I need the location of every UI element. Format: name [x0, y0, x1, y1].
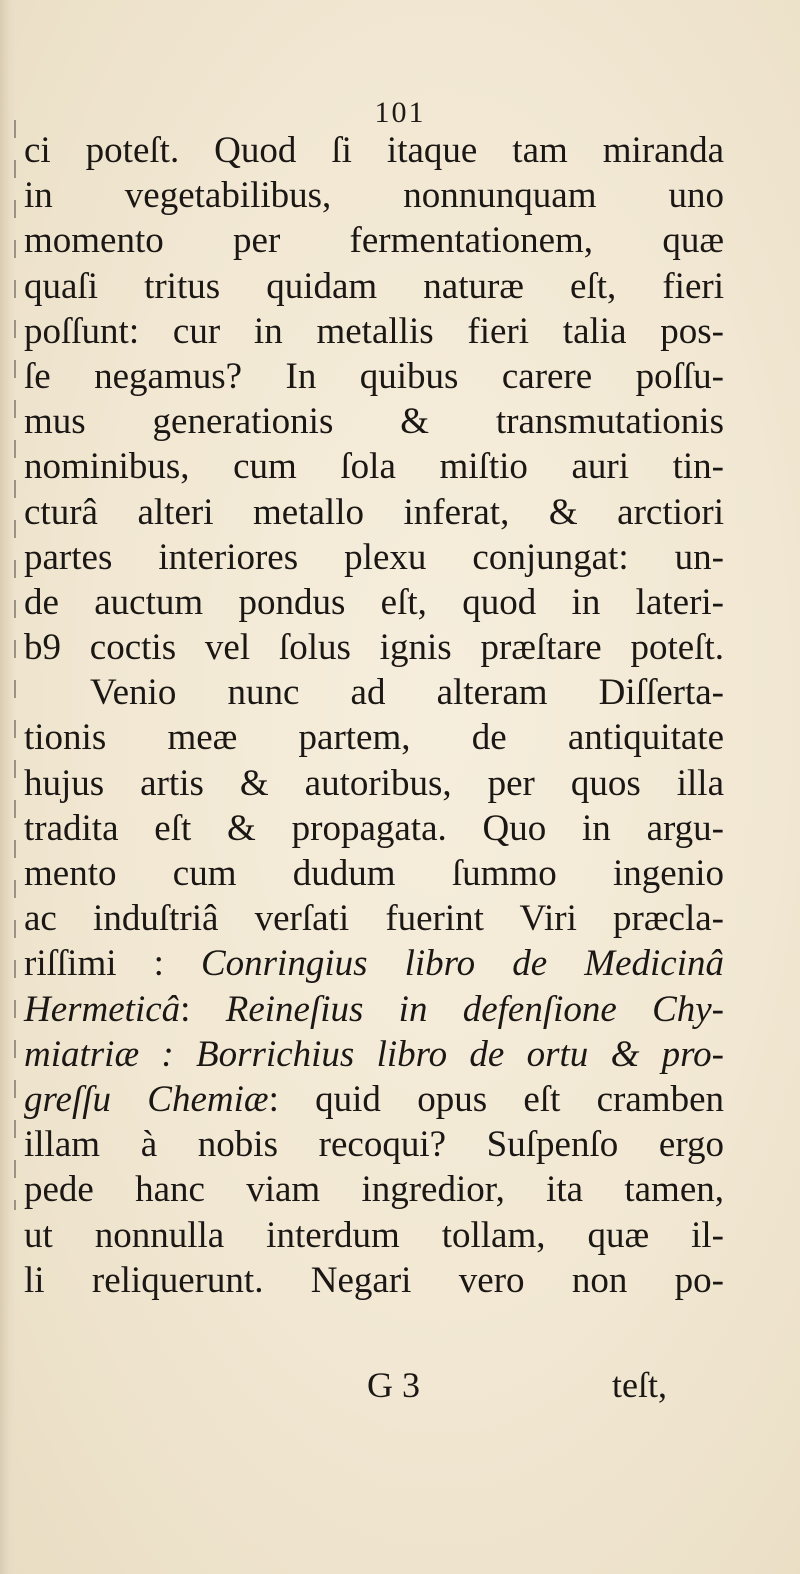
page-number: 101 [374, 96, 426, 129]
text-line [24, 715, 724, 760]
text-line [24, 1258, 724, 1303]
text-line [24, 444, 724, 489]
text-line [24, 490, 724, 535]
italic-text: Hermeticâ [24, 988, 181, 1030]
text-run: pede hanc viam ingredior, ita tamen, [24, 1169, 724, 1211]
text-run: : quid opus eſt cramben [268, 1078, 724, 1120]
text-line [24, 399, 724, 444]
text-run: ut nonnulla interdum tollam, quæ il- [24, 1214, 724, 1256]
text-line [24, 941, 724, 986]
text-run: mus generationis & transmutationis [24, 401, 724, 443]
text-run: nominibus, cum ſola miſtio auri tin- [24, 446, 724, 488]
text-run: in vegetabilibus, nonnunquam uno [24, 175, 724, 217]
text-line [24, 625, 724, 670]
text-run: partes interiores plexu conjungat: un- [24, 536, 724, 578]
text-run: quaſi tritus quidam naturæ eſt, fieri [24, 265, 724, 307]
text-run: li reliquerunt. Negari vero non po- [24, 1259, 724, 1301]
text-line [24, 580, 724, 625]
text-run: b9 coctis vel ſolus ignis præſtare poteſt. [24, 627, 724, 669]
text-run: tradita eſt & propagata. Quo in argu- [24, 807, 724, 849]
catchword: teſt, [612, 1365, 667, 1405]
text-line [24, 761, 724, 806]
text-run: riſſimi : [24, 943, 201, 985]
text-line [24, 309, 724, 354]
text-run: : [180, 988, 226, 1030]
text-line [24, 354, 724, 399]
text-run: ac induſtriâ verſati fuerint Viri præcla- [24, 898, 724, 940]
signature-mark: G 3 [367, 1365, 420, 1405]
text-line [24, 264, 724, 309]
text-line [24, 218, 724, 263]
text-line [24, 1077, 724, 1122]
text-line [24, 987, 724, 1032]
text-line [24, 896, 724, 941]
text-line [24, 851, 724, 896]
italic-text: greſſu Chemiæ [24, 1078, 269, 1120]
text-line [24, 128, 724, 173]
text-run: hujus artis & autoribus, per quos illa [24, 762, 724, 804]
text-line [24, 1122, 724, 1167]
text-run: ſe negamus? In quibus carere poſſu- [24, 355, 724, 397]
text-run: mento cum dudum ſummo ingenio [24, 853, 724, 894]
italic-text: miatriæ : Borrichius libro de ortu & pro- [24, 1033, 724, 1075]
page-footer [0, 1364, 800, 1414]
text-line [24, 173, 724, 218]
text-run: Venio nunc ad alteram Diſſerta- [90, 672, 724, 714]
text-line [24, 535, 724, 580]
text-run: poſſunt: cur in metallis fieri talia pos- [24, 310, 724, 352]
text-line [24, 1167, 724, 1212]
text-run: illam à nobis recoqui? Suſpenſo ergo [24, 1124, 724, 1166]
text-line [24, 806, 724, 851]
text-run: de auctum pondus eſt, quod in lateri- [24, 581, 724, 623]
text-run: cturâ alteri metallo inferat, & arctiori [24, 491, 724, 533]
italic-text: Conringius libro de Medicinâ [200, 943, 725, 985]
text-line [24, 1213, 724, 1258]
text-run: tionis meæ partem, de antiquitate [24, 717, 724, 759]
body-text [24, 128, 724, 1303]
gutter-edge [14, 120, 16, 1210]
text-run: momento per fermentationem, quæ [24, 220, 724, 262]
text-line [24, 1032, 724, 1077]
text-run: ci poteſt. Quod ſi itaque tam miranda [24, 130, 724, 171]
italic-text: Reineſius in defenſione Chy- [225, 988, 724, 1030]
text-line [24, 670, 724, 715]
